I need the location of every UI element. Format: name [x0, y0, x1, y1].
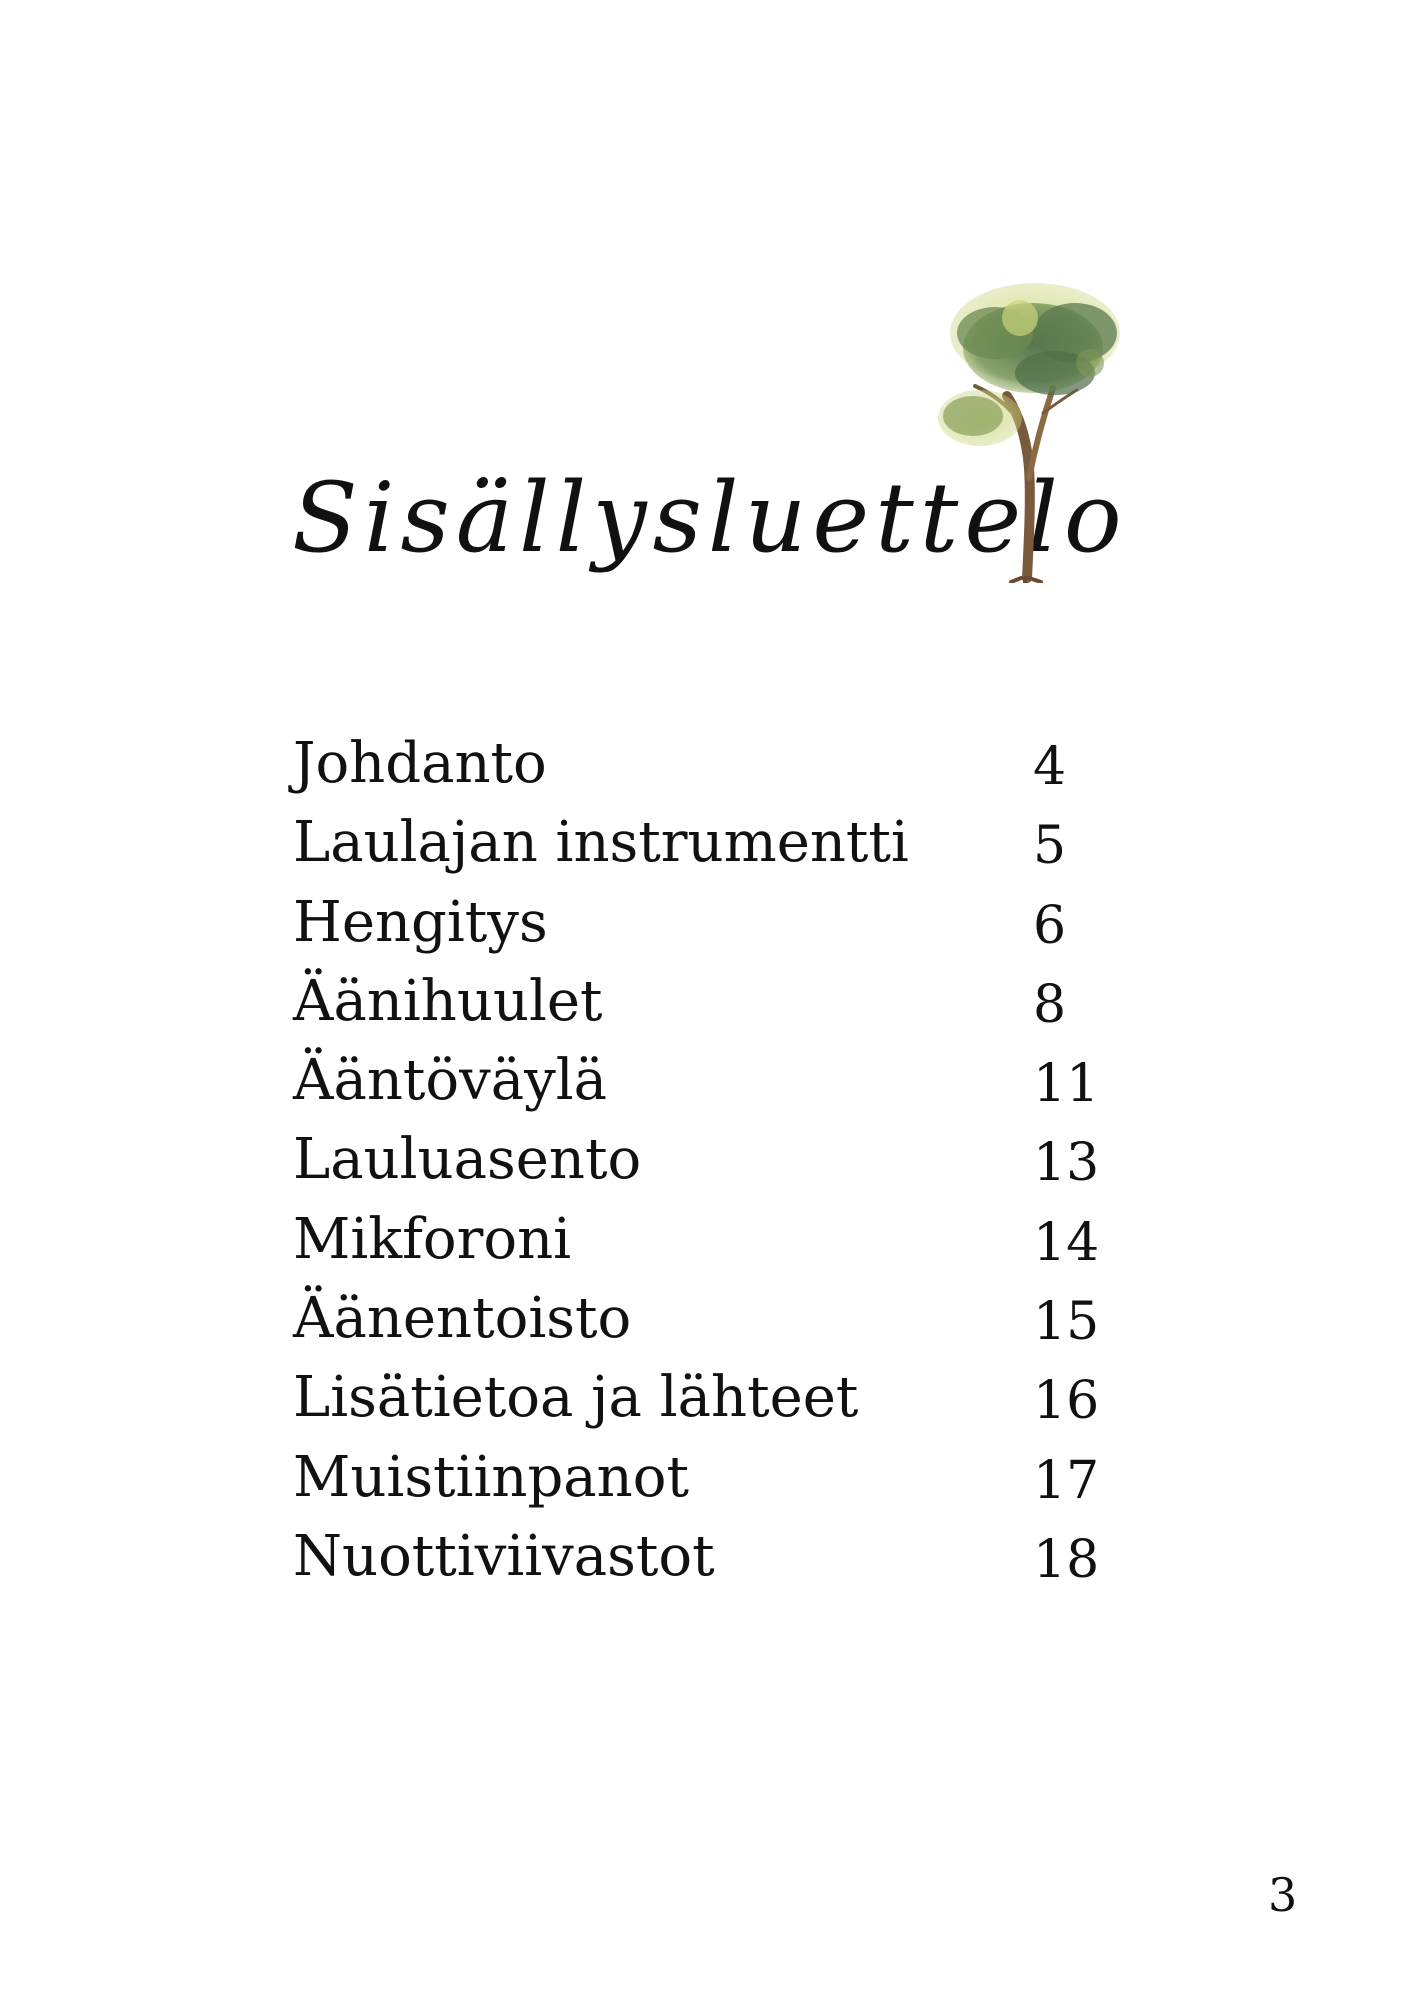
toc-entry-page: 18: [1033, 1529, 1100, 1590]
toc-entry-title: Ääntöväylä: [293, 1048, 608, 1114]
toc-entry-title: Laulajan instrumentti: [293, 810, 909, 876]
toc-entry-page: 16: [1033, 1371, 1100, 1432]
toc-entry-title: Lisätietoa ja lähteet: [293, 1365, 859, 1431]
toc-entry[interactable]: [293, 803, 1123, 882]
toc-entry-page: 5: [1033, 816, 1067, 877]
toc-entry-page: 13: [1033, 1133, 1100, 1194]
table-of-contents: [293, 724, 1123, 1596]
toc-entry[interactable]: [293, 1279, 1123, 1358]
toc-entry-page: 6: [1033, 895, 1067, 956]
toc-entry-title: Hengitys: [293, 889, 548, 955]
page-title: Sisällysluettelo: [292, 462, 1128, 574]
watercolor-tree-icon: [925, 278, 1125, 583]
toc-entry-title: Mikforoni: [293, 1206, 572, 1272]
toc-entry-page: 8: [1033, 974, 1067, 1035]
toc-entry[interactable]: [293, 883, 1123, 962]
toc-entry[interactable]: [293, 1438, 1123, 1517]
toc-entry[interactable]: [293, 1517, 1123, 1596]
page-number: 3: [1268, 1868, 1298, 1922]
toc-entry-title: Muistiinpanot: [293, 1444, 689, 1510]
toc-entry-page: 17: [1033, 1450, 1100, 1511]
toc-entry[interactable]: [293, 1041, 1123, 1120]
toc-entry-title: Äänihuulet: [293, 968, 603, 1034]
toc-entry-title: Äänentoisto: [293, 1286, 632, 1352]
toc-entry[interactable]: [293, 1120, 1123, 1199]
toc-entry-page: 4: [1033, 737, 1067, 797]
toc-entry-title: Nuottiviivastot: [293, 1523, 715, 1589]
toc-entry[interactable]: [293, 962, 1123, 1041]
toc-entry-page: 11: [1033, 1054, 1100, 1115]
toc-entry-title: Johdanto: [293, 731, 547, 796]
toc-entry[interactable]: [293, 724, 1123, 803]
toc-entry-title: Lauluasento: [293, 1127, 642, 1193]
toc-entry[interactable]: [293, 1358, 1123, 1437]
toc-entry[interactable]: [293, 1200, 1123, 1279]
toc-entry-page: 14: [1033, 1212, 1100, 1273]
toc-entry-page: 15: [1033, 1292, 1100, 1353]
